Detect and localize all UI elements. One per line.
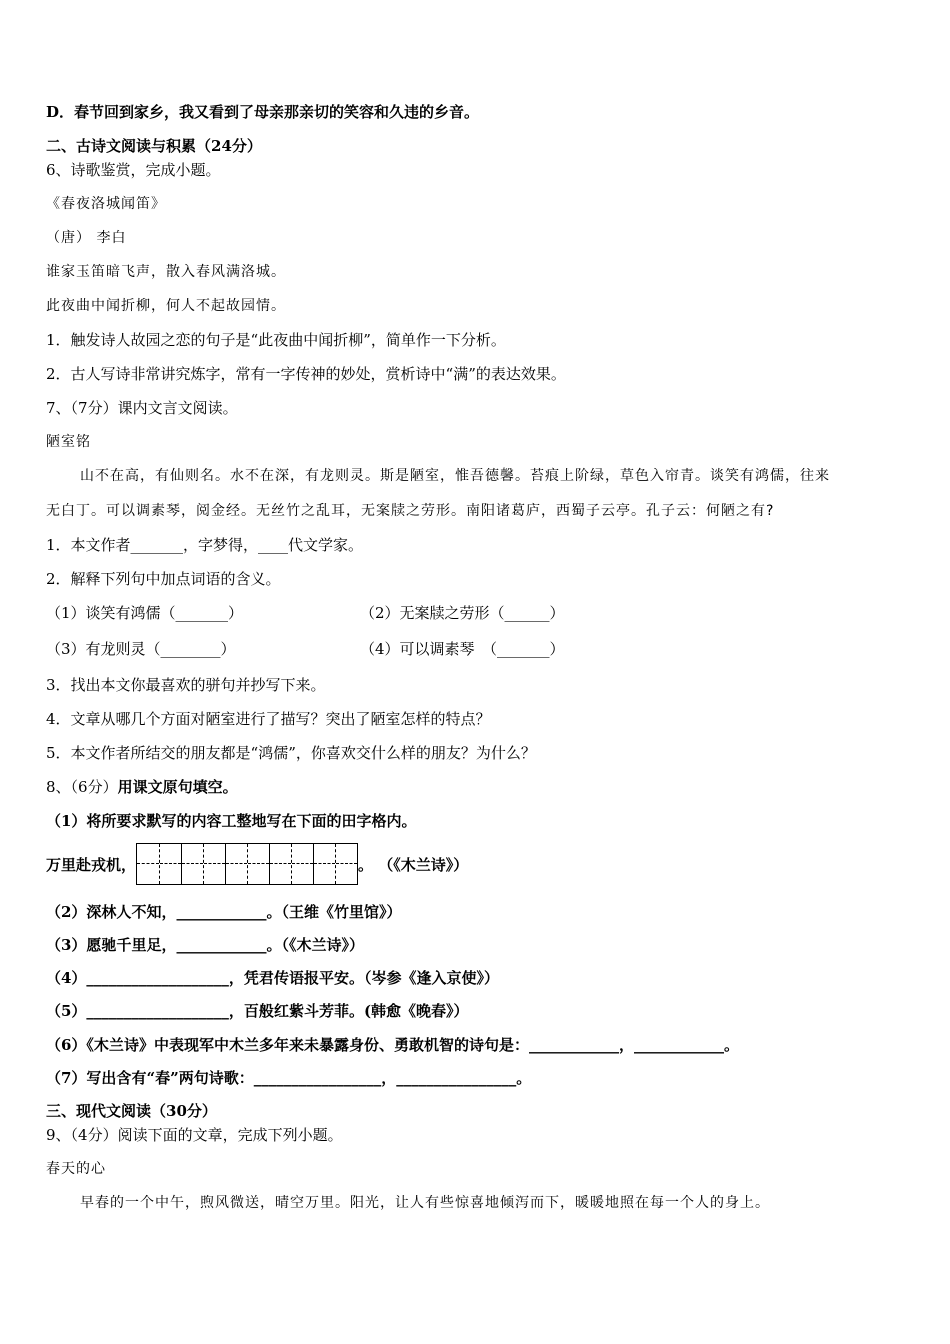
question-8-5: （5）___________________，百般红紫斗芳菲。(韩愈《晚春》） — [46, 1002, 469, 1020]
question-7-2-2: （2）无案牍之劳形（______） — [360, 604, 565, 622]
grid-cell[interactable] — [203, 844, 225, 884]
question-8-4: （4）___________________，凭君传语报平安。（岑参《逢入京使》） — [46, 969, 499, 987]
question-9: 9、（4分）阅读下面的文章，完成下列小题。 — [46, 1126, 343, 1144]
question-8-1-grid-line — [46, 845, 468, 887]
grid-cell[interactable] — [159, 844, 181, 884]
question-6: 6、诗歌鉴赏，完成小题。 — [46, 161, 221, 179]
question-8-3: （3）愿驰千里足，____________。（《木兰诗》） — [46, 936, 364, 954]
grid-cell[interactable] — [335, 844, 357, 884]
grid-cell[interactable] — [137, 844, 159, 884]
grid-prefix: 万里赴戎机， — [46, 856, 137, 874]
question-7-2-1: （1）谈笑有鸿儒（_______） — [46, 604, 244, 622]
article-title: 春天的心 — [46, 1161, 106, 1177]
question-7-3: 3．找出本文你最喜欢的骈句并抄写下来。 — [46, 676, 326, 694]
grid-cell[interactable] — [269, 844, 291, 884]
question-7-1: 1．本文作者_______，字梦得，____代文学家。 — [46, 536, 364, 554]
article-line-1: 早春的一个中午，煦风微送，晴空万里。阳光，让人有些惊喜地倾泻而下，暖暖地照在每一个人的身上。 — [80, 1195, 770, 1211]
essay-title: 陋室铭 — [46, 434, 91, 450]
essay-line-2: 无白丁。可以调素琴，阅金经。无丝竹之乱耳，无案牍之劳形。南阳诸葛庐，西蜀子云亭。孔子云：何陋之有? — [46, 503, 775, 519]
poem-line-2: 此夜曲中闻折柳，何人不起故园情。 — [46, 298, 286, 314]
grid-cell[interactable] — [225, 844, 247, 884]
question-8 — [46, 777, 238, 797]
option-d: D．春节回到家乡，我又看到了母亲那亲切的笑容和久违的乡音。 — [46, 103, 480, 121]
question-8-7: （7）写出含有“春”两句诗歌：_________________，________________。 — [46, 1069, 532, 1087]
question-8-score: 8、（6分） — [46, 778, 118, 796]
question-7-2: 2．解释下列句中加点词语的含义。 — [46, 570, 281, 588]
question-7-2-3: （3）有龙则灵（________） — [46, 640, 236, 658]
question-8-1: （1）将所要求默写的内容工整地写在下面的田字格内。 — [46, 812, 417, 830]
essay-line-1: 山不在高，有仙则名。水不在深，有龙则灵。斯是陋室，惟吾德馨。苔痕上阶绿，草色入帘青。谈笑有鸿儒，往来 — [80, 468, 830, 484]
grid-cell[interactable] — [291, 844, 313, 884]
grid-cell[interactable] — [247, 844, 269, 884]
section-3-heading: 三、现代文阅读（30分） — [46, 1102, 217, 1120]
question-8-2: （2）深林人不知，____________。（王维《竹里馆》） — [46, 903, 402, 921]
grid-cell[interactable] — [313, 844, 335, 884]
question-7: 7、（7分）课内文言文阅读。 — [46, 399, 238, 417]
poem-title: 《春夜洛城闻笛》 — [46, 196, 166, 212]
poem-line-1: 谁家玉笛暗飞声，散入春风满洛城。 — [46, 264, 286, 280]
grid-suffix: 。 （《木兰诗》） — [358, 856, 469, 874]
question-6-1: 1．触发诗人故园之恋的句子是“此夜曲中闻折柳”，简单作一下分析。 — [46, 331, 506, 349]
writing-grid[interactable] — [136, 843, 358, 885]
question-6-2: 2．古人写诗非常讲究炼字，常有一字传神的妙处，赏析诗中“满”的表达效果。 — [46, 365, 566, 383]
question-7-4: 4．文章从哪几个方面对陋室进行了描写？突出了陋室怎样的特点？ — [46, 710, 491, 728]
question-8-6: （6）《木兰诗》中表现军中木兰多年来未暴露身份、勇敢机智的诗句是：____________，____________。 — [46, 1036, 739, 1054]
poem-author: （唐） 李白 — [46, 230, 127, 246]
section-2-heading: 二、古诗文阅读与积累（24分） — [46, 137, 262, 155]
question-7-5: 5．本文作者所结交的朋友都是“鸿儒”，你喜欢交什么样的朋友？为什么？ — [46, 744, 536, 762]
question-7-2-4: （4）可以调素琴 （_______） — [360, 640, 565, 658]
question-8-title: 用课文原句填空。 — [117, 778, 238, 796]
grid-cell[interactable] — [181, 844, 203, 884]
